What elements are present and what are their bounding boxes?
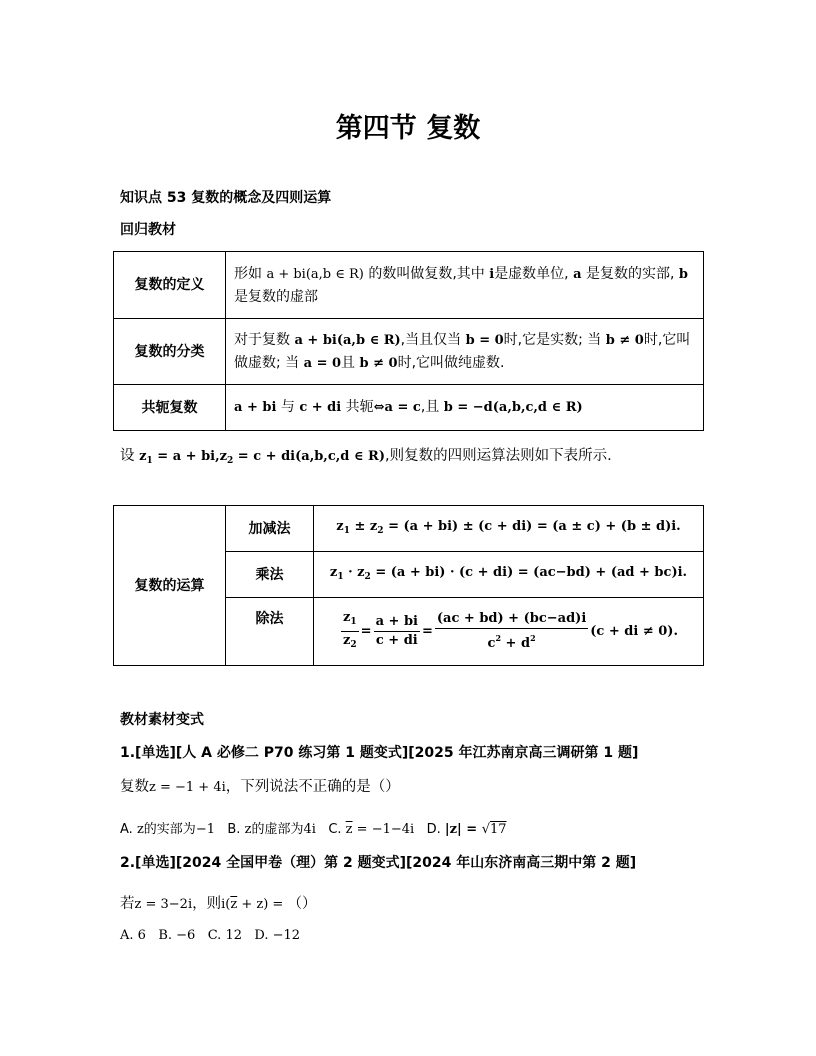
- text-span: z: [343, 610, 351, 625]
- math-expr: c + di: [299, 400, 342, 415]
- math-expr: [330, 565, 687, 580]
- classification-label: 复数的分类: [114, 319, 226, 385]
- math-expr: |z| =: [444, 822, 482, 837]
- text-span: 时,它叫做纯虚数.: [397, 354, 505, 371]
- fraction: [374, 613, 420, 650]
- fraction: [341, 609, 359, 654]
- numerator: [341, 609, 359, 632]
- superscript: 2: [530, 633, 536, 643]
- subscript: 2: [227, 456, 234, 466]
- denominator: [435, 629, 588, 653]
- text-span: 是虚数单位,: [494, 265, 569, 282]
- q1-header: 1.[单选][人 A 必修二 P70 练习第 1 题变式][2025 年江苏南京高三调研第 1 题]: [120, 745, 639, 761]
- option-a-label: A.: [120, 822, 133, 837]
- text-span: (c + di ≠ 0).: [590, 624, 678, 639]
- numerator: a + bi: [374, 613, 420, 632]
- text-span: + d: [501, 636, 531, 651]
- text-span: ,当且仅当: [400, 331, 462, 348]
- math-expr: 17: [489, 822, 507, 837]
- q2-options: A. 6 B. −6 C. 12 D. −12: [120, 928, 301, 943]
- add-formula: [314, 506, 704, 552]
- subscript: 1: [350, 617, 357, 627]
- text-span: = (a + bi) ± (c + di) = (a ± c) + (b ± d)i.: [383, 519, 681, 534]
- text-span: 形如: [234, 265, 262, 282]
- math-expr: $\frac{z_1}{z_2}$ = $\frac{a + bi}{c + di}$ = $\frac{(ac + bd) + (bc-ad)i}{c^2 + d^2}$ (c + di ≠ 0).: [339, 624, 678, 639]
- conjugate-label: 共轭复数: [114, 385, 226, 431]
- text-span: 的虚部为: [251, 822, 304, 837]
- superscript: 2: [495, 633, 502, 643]
- conjugate-text: [226, 385, 704, 431]
- subsection-heading: 回归教材: [120, 222, 176, 238]
- math-expr: z = 3−2i: [134, 897, 193, 912]
- math-expr: b ≠ 0: [605, 332, 644, 348]
- option-c-label: C.: [328, 822, 342, 837]
- math-expr: b = −d(a,b,c,d ∈ R): [443, 400, 583, 415]
- text-span: = c + di(a,b,c,d ∈ R): [233, 449, 385, 464]
- math-expr: b ≠ 0: [359, 355, 398, 371]
- math-expr: −1: [195, 822, 215, 837]
- numerator: (ac + bd) + (bc−ad)i: [435, 610, 588, 629]
- math-expr: a + bi(a,b ∈ R): [266, 266, 364, 282]
- definition-text: [226, 252, 704, 319]
- classification-text: [226, 319, 704, 385]
- math-expr: b = 0: [465, 332, 504, 348]
- text-span: = a + bi,z: [152, 449, 228, 464]
- mul-label: 乘法: [226, 552, 314, 598]
- denominator: [341, 632, 359, 654]
- math-expr: ⇔a = c: [373, 400, 421, 415]
- text-span: c: [487, 636, 496, 651]
- sqrt-icon: √: [481, 822, 490, 837]
- text-span: · z: [343, 565, 365, 580]
- subscript: 2: [364, 572, 371, 582]
- mul-formula: [314, 552, 704, 598]
- definition-label: 复数的定义: [114, 252, 226, 319]
- math-expr: $\overline{z}$: [230, 897, 238, 912]
- add-label: 加减法: [226, 506, 314, 552]
- text-span: 与: [280, 399, 295, 415]
- text-span: （）: [287, 896, 317, 912]
- option-b-label: B.: [227, 822, 241, 837]
- math-expr: z: [244, 822, 252, 837]
- div-label: 除法: [226, 598, 314, 666]
- math-expr: [139, 449, 385, 464]
- fraction: [435, 610, 588, 653]
- text-span: 的实部为: [143, 822, 196, 837]
- math-expr: b: [678, 266, 688, 282]
- table-row: [114, 252, 704, 319]
- text-span: 设: [120, 448, 135, 464]
- q1-stem: [120, 775, 400, 796]
- page-title: 第四节 复数: [335, 113, 481, 144]
- math-expr: + z) =: [237, 897, 288, 912]
- math-expr: a + bi: [234, 400, 277, 415]
- text-span: 时,它是实数; 当: [503, 331, 602, 348]
- math-expr: $\overline{z}$: [345, 822, 353, 837]
- math-expr: a + bi(a,b ∈ R): [294, 332, 401, 348]
- text-span: 共轭: [345, 399, 374, 415]
- text-span: 的数叫做复数,其中: [368, 265, 485, 282]
- math-expr: z = −1 + 4i: [149, 780, 226, 795]
- math-expr: i(: [221, 897, 231, 912]
- table-row: [114, 319, 704, 385]
- text-span: ,且: [420, 399, 440, 415]
- text-span: ，则: [192, 896, 222, 912]
- math-expr: i: [489, 266, 495, 282]
- exercise-heading: 教材素材变式: [120, 712, 204, 728]
- section-heading: 知识点 53 复数的概念及四则运算: [120, 190, 332, 206]
- math-expr: z: [136, 822, 144, 837]
- operations-label: 复数的运算: [114, 506, 226, 666]
- div-formula: [314, 598, 704, 666]
- text-span: 且: [341, 354, 356, 371]
- text-span: 若: [120, 896, 135, 912]
- text-span: z: [336, 519, 344, 534]
- text-span: z: [343, 633, 351, 648]
- text-span: z: [329, 565, 338, 580]
- subscript: 2: [377, 526, 384, 536]
- q2-stem: [120, 892, 316, 913]
- subscript: 1: [343, 526, 350, 536]
- text-span: ± z: [349, 519, 378, 534]
- subscript: 2: [350, 640, 357, 650]
- math-expr: [336, 519, 680, 534]
- text-span: ，下列说法不正确的是（）: [225, 779, 400, 795]
- math-expr: = −1−4i: [352, 822, 415, 837]
- option-d-label: D.: [426, 822, 441, 837]
- math-expr: a: [573, 266, 582, 282]
- text-span: = (a + bi) · (c + di) = (ac−bd) + (ad + bc)i.: [370, 565, 688, 580]
- table-row: [114, 506, 704, 552]
- text-span: ,则复数的四则运算法则如下表所示.: [385, 448, 612, 464]
- q1-options: [120, 818, 507, 837]
- math-expr: a = 0: [303, 355, 342, 371]
- text-span: 对于复数: [234, 331, 290, 348]
- subscript: 1: [337, 572, 344, 582]
- q2-header: 2.[单选][2024 全国甲卷（理）第 2 题变式][2024 年山东济南高三期中第 2 题]: [120, 855, 637, 871]
- text-span: 时,它叫做虚数; 当: [234, 331, 691, 371]
- subscript: 1: [146, 456, 153, 466]
- concept-table: [113, 251, 704, 431]
- math-expr: 4i: [303, 822, 316, 837]
- operations-table: [113, 505, 704, 666]
- table-row: [114, 385, 704, 431]
- text-span: 复数: [120, 779, 149, 795]
- denominator: c + di: [375, 633, 418, 648]
- text-span: z: [139, 449, 147, 464]
- text-span: 是复数的虚部: [234, 288, 318, 305]
- text-span: 是复数的实部,: [585, 265, 675, 282]
- assumption-line: [120, 444, 612, 466]
